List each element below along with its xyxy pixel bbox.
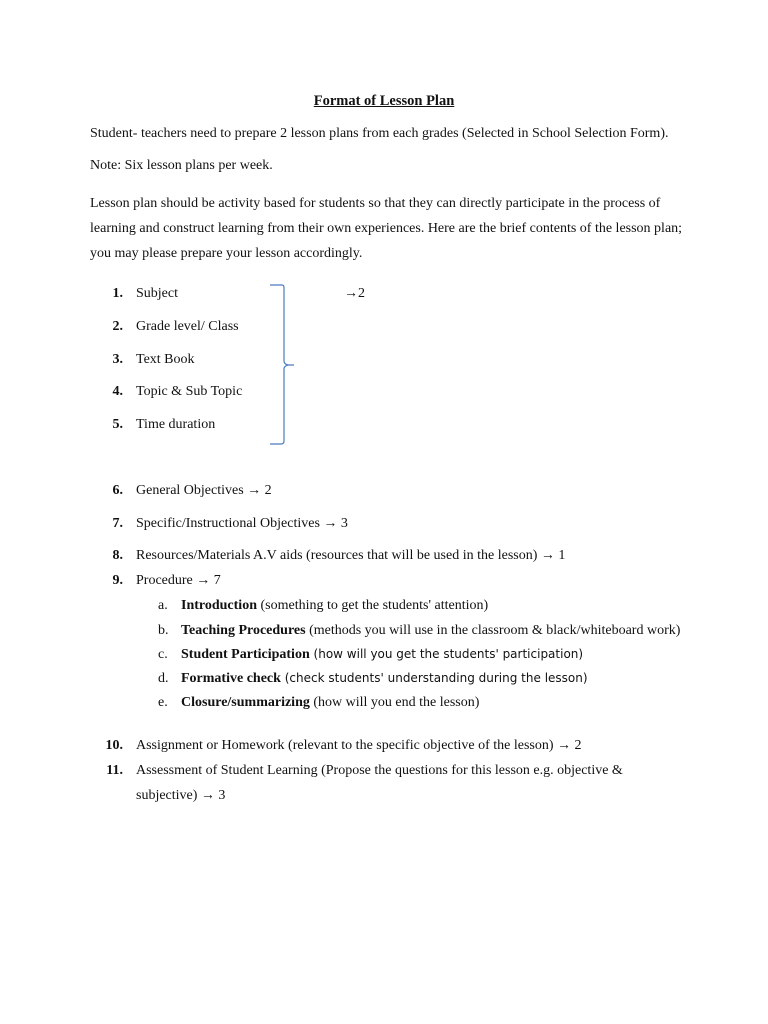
item-number: 8. bbox=[112, 548, 123, 563]
paragraph-line: learning and construct learning from their own experiences. Here are the brief contents of the lesson plan; bbox=[90, 221, 683, 236]
sub-item-letter: e. bbox=[158, 695, 168, 710]
procedure-sub-item bbox=[0, 623, 768, 643]
sub-item-letter: c. bbox=[158, 647, 168, 662]
sub-item-description: (something to get the students' attention) bbox=[256, 598, 489, 613]
procedure-sub-item bbox=[0, 598, 768, 618]
list-item-continuation bbox=[0, 788, 768, 808]
sub-item-description: (check students' understanding during the lesson) bbox=[280, 671, 588, 685]
item-text: Specific/Instructional Objectives → 3 bbox=[136, 516, 348, 531]
list-item bbox=[0, 286, 768, 306]
sub-item-description: (how will you get the students' participation) bbox=[309, 647, 584, 661]
item-text: Procedure → 7 bbox=[136, 573, 221, 588]
list-item bbox=[0, 417, 768, 437]
item-text: Resources/Materials A.V aids (resources that will be used in the lesson) → 1 bbox=[136, 548, 566, 563]
paragraph-line: you may please prepare your lesson accordingly. bbox=[90, 246, 363, 261]
procedure-sub-item bbox=[0, 671, 768, 691]
item-text: Assignment or Homework (relevant to the specific objective of the lesson) → 2 bbox=[136, 738, 582, 753]
sub-item-heading: Teaching Procedures bbox=[181, 623, 306, 638]
list-item bbox=[0, 548, 768, 568]
sub-item-description: (how will you end the lesson) bbox=[309, 695, 480, 710]
item-text: General Objectives → 2 bbox=[136, 483, 272, 498]
sub-item-heading: Student Participation bbox=[181, 647, 310, 662]
item-number: 3. bbox=[112, 352, 123, 367]
item-text: Grade level/ Class bbox=[136, 319, 239, 334]
list-item bbox=[0, 352, 768, 372]
item-text: Topic & Sub Topic bbox=[136, 384, 243, 399]
item-number: 4. bbox=[112, 384, 123, 399]
item-number: 5. bbox=[112, 417, 123, 432]
list-item bbox=[0, 516, 768, 536]
list-item bbox=[0, 738, 768, 758]
item-text: Assessment of Student Learning (Propose the questions for this lesson e.g. objective & bbox=[136, 763, 623, 778]
sub-item-letter: b. bbox=[158, 623, 169, 638]
paragraph-line: Lesson plan should be activity based for students so that they can directly participate in the process of bbox=[90, 196, 661, 211]
item-number: 9. bbox=[112, 573, 123, 588]
sub-item-heading: Closure/summarizing bbox=[181, 695, 310, 710]
procedure-sub-item bbox=[0, 695, 768, 715]
item-text: Subject bbox=[136, 286, 178, 301]
list-item bbox=[0, 384, 768, 404]
note-text: Note: Six lesson plans per week. bbox=[90, 158, 273, 173]
sub-item-description: (methods you will use in the classroom & black/whiteboard work) bbox=[305, 623, 681, 638]
sub-item-heading: Formative check bbox=[181, 671, 281, 686]
item-number: 6. bbox=[112, 483, 123, 498]
item-number: 7. bbox=[112, 516, 123, 531]
item-number: 2. bbox=[112, 319, 123, 334]
sub-item-heading: Introduction bbox=[181, 598, 257, 613]
item-text: Text Book bbox=[136, 352, 195, 367]
list-item bbox=[0, 319, 768, 339]
page-title: Format of Lesson Plan bbox=[313, 93, 455, 109]
item-number: 1. bbox=[112, 286, 123, 301]
sub-item-letter: d. bbox=[158, 671, 169, 686]
sub-item-letter: a. bbox=[158, 598, 168, 613]
procedure-sub-item bbox=[0, 647, 768, 667]
item-number: 11. bbox=[106, 763, 123, 778]
item-number: 10. bbox=[105, 738, 123, 753]
description-paragraph bbox=[90, 191, 690, 266]
list-item bbox=[0, 763, 768, 783]
item-text: Time duration bbox=[136, 417, 216, 432]
list-item bbox=[0, 483, 768, 503]
list-item bbox=[0, 573, 768, 593]
curly-bracket-icon bbox=[268, 284, 298, 448]
group-value: →2 bbox=[344, 286, 365, 301]
intro-text: Student- teachers need to prepare 2 lesson plans from each grades (Selected in School Selection Form). bbox=[90, 126, 669, 141]
item-text: subjective) → 3 bbox=[136, 788, 226, 803]
